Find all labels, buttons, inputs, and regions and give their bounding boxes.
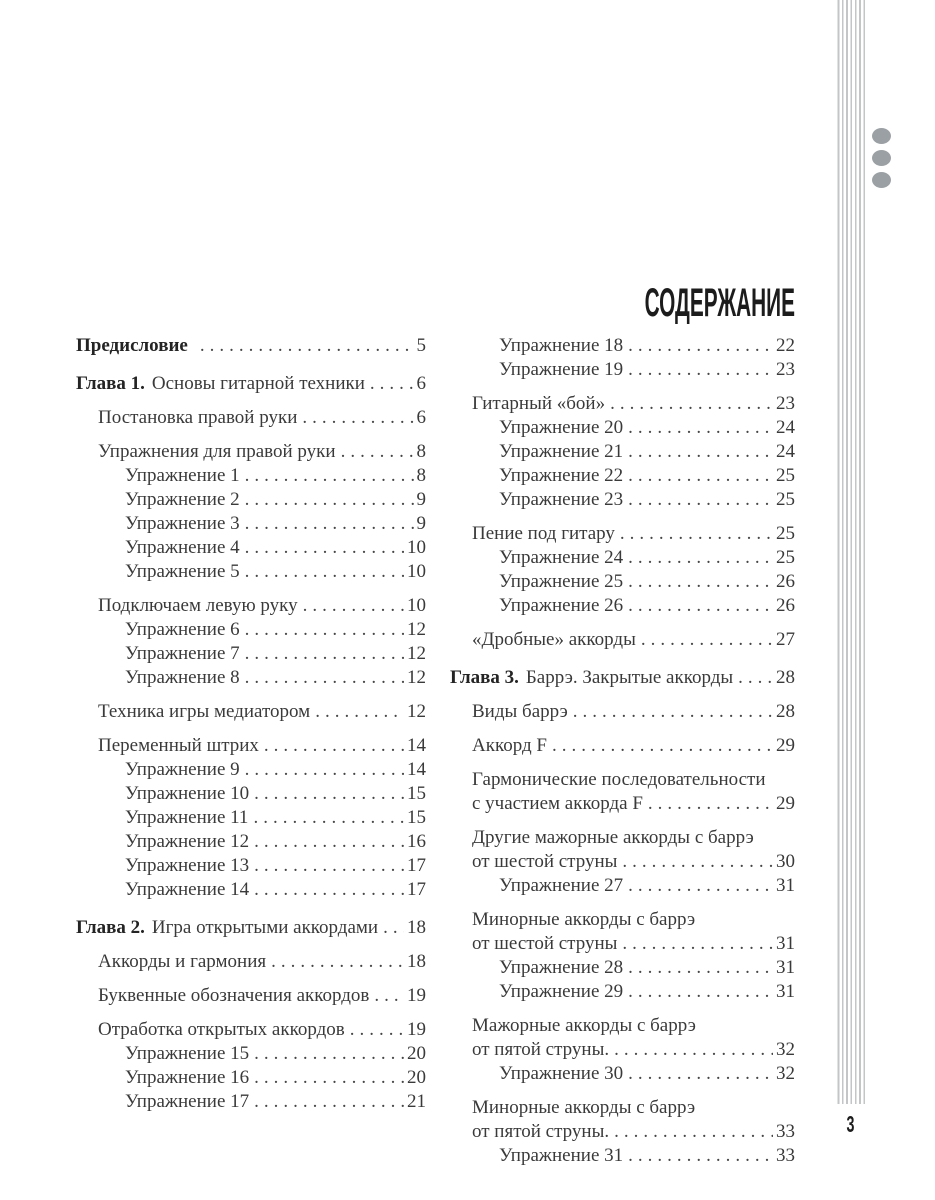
dot-leader <box>628 571 773 592</box>
toc-entry-label: Упражнение 2 <box>125 489 240 510</box>
dot-leader <box>245 537 404 558</box>
toc-entry-row <box>125 1091 426 1112</box>
toc-entry <box>76 831 426 852</box>
toc-entry <box>450 875 795 896</box>
dot-leader <box>271 951 404 972</box>
toc-entry-label: Постановка правой руки <box>98 407 298 428</box>
dot-leader <box>628 465 773 486</box>
toc-entry <box>76 701 426 722</box>
toc-entry-page: 12 <box>407 619 426 640</box>
toc-entry <box>76 985 426 1006</box>
decorative-dot <box>872 128 891 144</box>
toc-entry <box>450 735 795 756</box>
toc-entry-row <box>98 595 426 616</box>
toc-entry <box>450 523 795 544</box>
toc-entry-row <box>125 667 426 688</box>
toc-entry-page: 30 <box>776 851 795 872</box>
dot-leader <box>254 879 404 900</box>
toc-entry-page: 14 <box>407 759 426 780</box>
toc-entry-label: Техника игры медиатором <box>98 701 311 722</box>
dot-leader <box>245 561 404 582</box>
dot-leader <box>245 643 404 664</box>
dot-leader <box>245 759 404 780</box>
toc-entry-page: 12 <box>407 643 426 664</box>
toc-entry-page: 19 <box>407 1019 426 1040</box>
toc-entry-wrap-line: Другие мажорные аккорды с баррэ <box>472 827 754 848</box>
toc-entry-label: Упражнение 25 <box>499 571 624 592</box>
toc-entry-row <box>98 735 426 756</box>
toc-entry-wrap-line: Минорные аккорды с баррэ <box>472 909 696 930</box>
toc-entry-row <box>472 1121 795 1142</box>
dot-leader <box>245 513 414 534</box>
dot-leader <box>628 489 773 510</box>
toc-entry-page: 24 <box>776 417 795 438</box>
toc-entry-label: Упражнение 1 <box>125 465 240 486</box>
stripe-band-decoration <box>835 0 866 1104</box>
toc-column-right-entries <box>450 335 795 1166</box>
dot-leader <box>573 701 773 722</box>
dot-leader <box>303 595 404 616</box>
toc-entry-page: 33 <box>776 1121 795 1142</box>
toc-entry-row <box>76 335 426 356</box>
toc-entry-page: 23 <box>776 393 795 414</box>
toc-entry-label: Упражнение 12 <box>125 831 250 852</box>
toc-entry <box>76 855 426 876</box>
dot-leader <box>374 985 404 1006</box>
toc-entry <box>450 465 795 486</box>
toc-entry-page: 19 <box>407 985 426 1006</box>
toc-entry-row <box>472 793 795 814</box>
toc-entry-page: 6 <box>416 407 426 428</box>
toc-entry-page: 31 <box>776 957 795 978</box>
toc-entry <box>76 917 426 938</box>
toc-entry-row <box>98 951 426 972</box>
toc-entry-label: от шестой струны <box>472 851 618 872</box>
toc-entry-page: 29 <box>776 793 795 814</box>
toc-entry <box>76 643 426 664</box>
toc-entry <box>76 879 426 900</box>
toc-entry-row <box>499 1063 795 1084</box>
toc-entry-page: 18 <box>407 951 426 972</box>
toc-entry-page: 28 <box>776 701 795 722</box>
toc-entry <box>450 335 795 356</box>
toc-entry-prefix: Предисловие <box>76 335 188 356</box>
toc-entry <box>450 909 795 954</box>
toc-entry <box>450 393 795 414</box>
dot-leader <box>200 335 414 356</box>
toc-entry-label: Основы гитарной техники <box>151 373 365 394</box>
toc-entry-prefix: Глава 3. <box>450 667 519 688</box>
toc-entry-page: 32 <box>776 1039 795 1060</box>
toc-entry-row <box>125 643 426 664</box>
dot-leader <box>738 667 773 688</box>
toc-entry-row <box>125 537 426 558</box>
toc-entry-row <box>499 465 795 486</box>
toc-entry-page: 25 <box>776 489 795 510</box>
toc-entry-label: Пение под гитару <box>472 523 615 544</box>
toc-entry-page: 8 <box>416 465 426 486</box>
toc-entry-label: Гитарный «бой» <box>472 393 606 414</box>
dot-leader <box>628 595 773 616</box>
toc-entry <box>76 513 426 534</box>
toc-entry-label: Упражнение 10 <box>125 783 250 804</box>
toc-entry-label: от пятой струны. <box>472 1039 610 1060</box>
dot-leader <box>254 1091 404 1112</box>
toc-entry-page: 23 <box>776 359 795 380</box>
toc-entry-page: 28 <box>776 667 795 688</box>
dot-leader <box>648 793 773 814</box>
toc-entry-row <box>125 783 426 804</box>
dot-leader <box>628 417 773 438</box>
dot-leader <box>254 783 404 804</box>
toc-entry-label: Упражнение 21 <box>499 441 624 462</box>
toc-entry-label: Буквенные обозначения аккордов <box>98 985 370 1006</box>
toc-entry <box>76 619 426 640</box>
toc-entry-row <box>472 523 795 544</box>
toc-entry <box>450 701 795 722</box>
toc-entry-label: Подключаем левую руку <box>98 595 298 616</box>
toc-entry-row <box>125 561 426 582</box>
toc-entry-page: 9 <box>416 489 426 510</box>
toc-entry-row <box>98 985 426 1006</box>
toc-entry <box>450 1063 795 1084</box>
toc-entry-label: Упражнение 22 <box>499 465 624 486</box>
toc-entry-row <box>125 831 426 852</box>
toc-entry-prefix: Глава 2. <box>76 917 145 938</box>
toc-entry-page: 25 <box>776 547 795 568</box>
toc-entry-row <box>499 547 795 568</box>
toc-entry-label: Упражнение 16 <box>125 1067 250 1088</box>
toc-entry <box>76 735 426 756</box>
toc-entry-row <box>125 855 426 876</box>
toc-entry <box>76 667 426 688</box>
toc-entry-label: Упражнение 3 <box>125 513 240 534</box>
toc-entry <box>76 1019 426 1040</box>
toc-entry-row <box>472 933 795 954</box>
toc-entry-wrap-line: Мажорные аккорды с баррэ <box>472 1015 696 1036</box>
toc-entry <box>450 417 795 438</box>
toc-entry-page: 26 <box>776 595 795 616</box>
toc-entry-row <box>125 465 426 486</box>
dot-leader <box>254 831 404 852</box>
toc-entry-row <box>98 407 426 428</box>
dot-leader <box>383 917 404 938</box>
toc-entry-page: 5 <box>416 335 426 356</box>
decorative-dot <box>872 150 891 166</box>
toc-entry-row <box>499 441 795 462</box>
toc-entry <box>76 465 426 486</box>
toc-entry <box>76 561 426 582</box>
toc-entry <box>76 537 426 558</box>
toc-entry-page: 26 <box>776 571 795 592</box>
dot-leader <box>350 1019 404 1040</box>
toc-entry-label: Аккорды и гармония <box>98 951 267 972</box>
dot-leader <box>245 667 404 688</box>
toc-entry-page: 31 <box>776 981 795 1002</box>
toc-entry-row <box>499 417 795 438</box>
toc-entry-page: 32 <box>776 1063 795 1084</box>
toc-entry-row <box>499 571 795 592</box>
dot-leader <box>254 1067 404 1088</box>
toc-entry-row <box>98 1019 426 1040</box>
page-title: СОДЕРЖАНИЕ <box>644 281 795 325</box>
toc-entry-page: 33 <box>776 1145 795 1166</box>
dot-leader <box>302 407 413 428</box>
toc-entry-label: Упражнение 24 <box>499 547 624 568</box>
toc-entry-label: Упражнение 18 <box>499 335 624 356</box>
toc-entry-label: от шестой струны <box>472 933 618 954</box>
toc-entry-row <box>472 735 795 756</box>
dot-leader <box>254 1043 404 1064</box>
toc-entry-label: Упражнение 9 <box>125 759 240 780</box>
toc-entry-wrap-line: Минорные аккорды с баррэ <box>472 1097 696 1118</box>
dot-leader <box>628 359 773 380</box>
toc-entry-label: Игра открытыми аккордами <box>151 917 379 938</box>
toc-entry-label: Упражнение 14 <box>125 879 250 900</box>
toc-entry-page: 6 <box>416 373 426 394</box>
toc-entry-label: Виды баррэ <box>472 701 568 722</box>
dot-leader <box>620 523 773 544</box>
toc-entry-page: 20 <box>407 1043 426 1064</box>
toc-entry <box>450 769 795 814</box>
toc-entry-page: 18 <box>407 917 426 938</box>
toc-entry-row <box>499 489 795 510</box>
dot-leader <box>245 489 414 510</box>
dot-leader <box>628 335 773 356</box>
toc-entry <box>450 359 795 380</box>
toc-entry-page: 9 <box>416 513 426 534</box>
toc-entry-page: 8 <box>416 441 426 462</box>
toc-entry-row <box>499 981 795 1002</box>
toc-entry <box>76 951 426 972</box>
toc-entry-page: 12 <box>407 667 426 688</box>
dot-leader <box>628 875 773 896</box>
toc-entry-row <box>125 489 426 510</box>
toc-entry-row <box>450 667 795 688</box>
toc-entry-page: 15 <box>407 783 426 804</box>
dot-leader <box>628 981 773 1002</box>
toc-entry <box>76 441 426 462</box>
dot-leader <box>610 393 773 414</box>
toc-entry-page: 31 <box>776 933 795 954</box>
toc-entry-wrap-line: Гармонические последовательности <box>472 769 766 790</box>
toc-entry-label: Упражнение 20 <box>499 417 624 438</box>
toc-entry-label: Упражнение 31 <box>499 1145 624 1166</box>
toc-entry-page: 29 <box>776 735 795 756</box>
toc-entry-label: Упражнение 30 <box>499 1063 624 1084</box>
toc-entry <box>76 783 426 804</box>
toc-entry <box>76 1067 426 1088</box>
dot-leader <box>370 373 414 394</box>
dot-leader <box>628 547 773 568</box>
toc-entry-label: Баррэ. Закрытые аккорды <box>525 667 734 688</box>
toc-entry-label: Упражнение 17 <box>125 1091 250 1112</box>
dot-leader <box>253 807 404 828</box>
toc-entry <box>76 595 426 616</box>
toc-entry <box>450 957 795 978</box>
page-number: 3 <box>846 1111 855 1137</box>
toc-entry-row <box>125 1043 426 1064</box>
toc-entry-label: Упражнение 15 <box>125 1043 250 1064</box>
toc-entry-label: Упражнение 8 <box>125 667 240 688</box>
toc-entry-row <box>125 1067 426 1088</box>
toc-entry-row <box>472 629 795 650</box>
toc-entry <box>450 1097 795 1142</box>
toc-entry-label: Упражнение 4 <box>125 537 240 558</box>
toc-entry-page: 31 <box>776 875 795 896</box>
toc-entry <box>450 667 795 688</box>
toc-entry-page: 25 <box>776 523 795 544</box>
toc-entry-row <box>125 619 426 640</box>
toc-entry-row <box>125 513 426 534</box>
toc-entry-page: 10 <box>407 561 426 582</box>
dot-leader <box>614 1121 773 1142</box>
dot-leader <box>341 441 414 462</box>
dot-leader <box>641 629 773 650</box>
toc-entry-label: Упражнение 29 <box>499 981 624 1002</box>
toc-entry-label: Упражнение 23 <box>499 489 624 510</box>
dot-leader <box>245 465 414 486</box>
toc-entry-page: 10 <box>407 595 426 616</box>
dot-leader <box>628 957 773 978</box>
toc-entry-page: 17 <box>407 855 426 876</box>
toc <box>76 281 795 1166</box>
toc-entry-row <box>76 917 426 938</box>
toc-entry-page: 21 <box>407 1091 426 1112</box>
toc-entry <box>76 1091 426 1112</box>
toc-entry-label: Упражнение 28 <box>499 957 624 978</box>
toc-entry <box>76 759 426 780</box>
toc-entry-page: 15 <box>407 807 426 828</box>
toc-entry-page: 24 <box>776 441 795 462</box>
dot-leader <box>622 933 773 954</box>
toc-entry-label: Упражнение 7 <box>125 643 240 664</box>
toc-entry-row <box>472 701 795 722</box>
toc-entry <box>450 595 795 616</box>
toc-entry-page: 17 <box>407 879 426 900</box>
toc-entry-row <box>499 359 795 380</box>
toc-entry-row <box>125 759 426 780</box>
toc-entry <box>76 807 426 828</box>
toc-entry-row <box>499 957 795 978</box>
dot-leader <box>315 701 404 722</box>
toc-entry-label: Упражнение 19 <box>499 359 624 380</box>
dot-leader <box>628 441 773 462</box>
dot-leader <box>628 1145 773 1166</box>
toc-entry-row <box>472 1039 795 1060</box>
toc-entry-row <box>499 875 795 896</box>
dot-leader <box>245 619 404 640</box>
toc-entry-label: Аккорд F <box>472 735 547 756</box>
toc-entry-label: с участием аккорда F <box>472 793 643 814</box>
toc-entry <box>450 441 795 462</box>
toc-entry-label: Переменный штрих <box>98 735 259 756</box>
toc-entry-label: от пятой струны. <box>472 1121 610 1142</box>
dot-leader <box>614 1039 773 1060</box>
toc-entry-label: Отработка открытых аккордов <box>98 1019 345 1040</box>
toc-entry <box>76 407 426 428</box>
toc-entry <box>76 1043 426 1064</box>
toc-entry-page: 22 <box>776 335 795 356</box>
dots-group-decoration <box>872 128 891 188</box>
toc-entry <box>450 1145 795 1166</box>
toc-entry <box>450 981 795 1002</box>
toc-entry-row <box>472 393 795 414</box>
toc-entry-page: 27 <box>776 629 795 650</box>
toc-entry-page: 10 <box>407 537 426 558</box>
toc-entry-row <box>76 373 426 394</box>
toc-entry <box>76 335 426 356</box>
dot-leader <box>254 855 404 876</box>
toc-entry-page: 14 <box>407 735 426 756</box>
toc-entry-page: 12 <box>407 701 426 722</box>
toc-entry-row <box>499 335 795 356</box>
toc-entry-page: 20 <box>407 1067 426 1088</box>
toc-entry-row <box>98 441 426 462</box>
toc-entry-label: Упражнение 27 <box>499 875 624 896</box>
dot-leader <box>264 735 404 756</box>
toc-entry <box>450 571 795 592</box>
toc-entry-row <box>499 595 795 616</box>
toc-entry-label: Упражнение 26 <box>499 595 624 616</box>
toc-entry-row <box>125 879 426 900</box>
toc-entry-label: Упражнение 5 <box>125 561 240 582</box>
toc-column-right <box>450 281 795 1166</box>
toc-entry-label: Упражнения для правой руки <box>98 441 336 462</box>
toc-entry-prefix: Глава 1. <box>76 373 145 394</box>
toc-entry-label: Упражнение 11 <box>125 807 249 828</box>
toc-entry <box>450 827 795 872</box>
toc-entry <box>450 547 795 568</box>
toc-entry-row <box>499 1145 795 1166</box>
dot-leader <box>628 1063 773 1084</box>
toc-entry-row <box>472 851 795 872</box>
toc-entry-row <box>125 807 426 828</box>
toc-entry <box>450 489 795 510</box>
toc-entry <box>450 1015 795 1060</box>
toc-entry-row <box>98 701 426 722</box>
toc-entry <box>76 373 426 394</box>
toc-entry-page: 16 <box>407 831 426 852</box>
toc-entry-label: «Дробные» аккорды <box>472 629 636 650</box>
dot-leader <box>622 851 773 872</box>
toc-entry-label: Упражнение 13 <box>125 855 250 876</box>
toc-column-left <box>76 335 426 1166</box>
toc-entry <box>76 489 426 510</box>
toc-entry <box>450 629 795 650</box>
dot-leader <box>552 735 773 756</box>
toc-entry-label: Упражнение 6 <box>125 619 240 640</box>
decorative-dot <box>872 172 891 188</box>
toc-entry-page: 25 <box>776 465 795 486</box>
